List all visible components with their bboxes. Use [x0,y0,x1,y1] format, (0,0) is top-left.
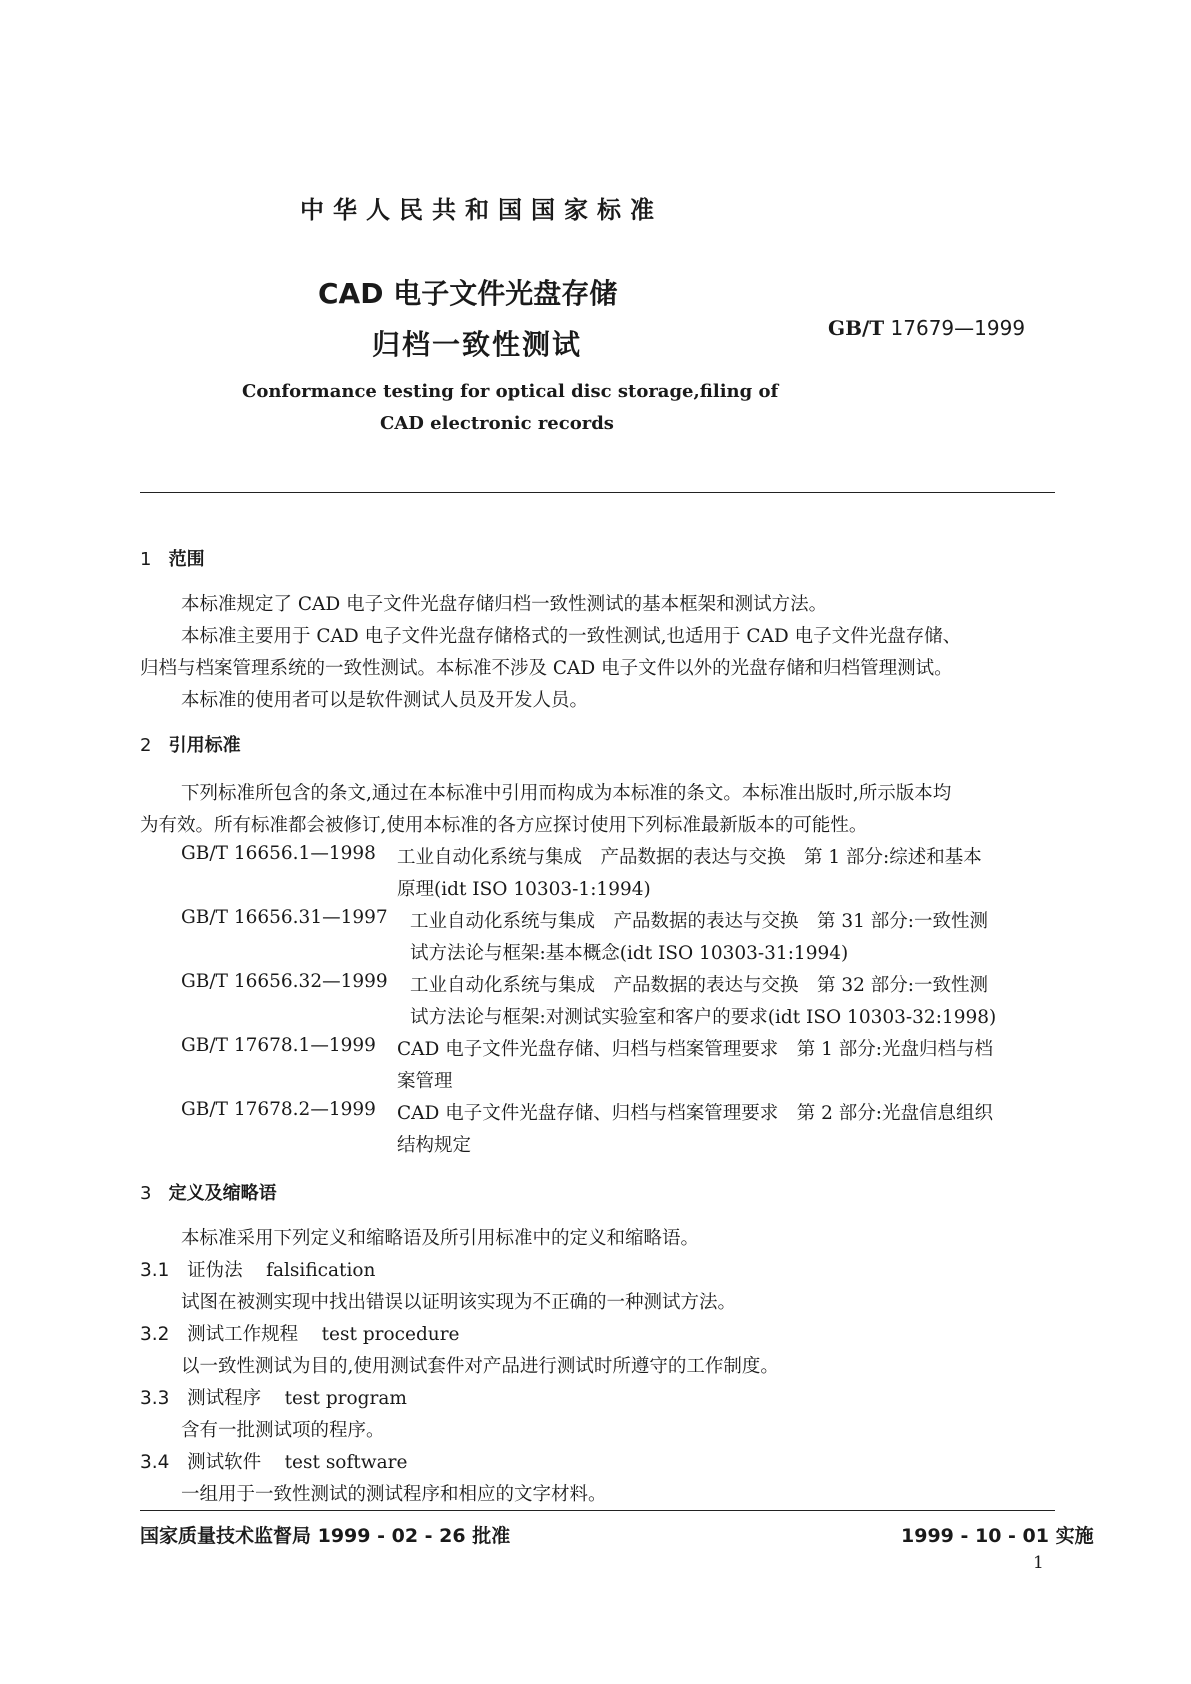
reference-code: GB/T 16656.1—1998 [181,843,376,864]
section-1-heading [140,545,205,571]
english-title-line1: Conformance testing for optical disc storage,filing of [242,381,779,402]
reference-title-line1: 工业自动化系统与集成 产品数据的表达与交换 第 31 部分:一致性测 [410,911,989,932]
section-2-intro-line2: 为有效。所有标准都会被修订,使用本标准的各方应探讨使用下列标准最新版本的可能性。 [140,815,868,836]
reference-title-line1: CAD 电子文件光盘存储、归档与档案管理要求 第 2 部分:光盘信息组织 [397,1103,993,1124]
reference-code: GB/T 17678.2—1999 [181,1099,376,1120]
document-title-line2: 归档一致性测试 [372,328,583,361]
section-2-number: 2 [140,735,152,756]
definition-number: 3.4 [140,1452,170,1473]
section-3-intro: 本标准采用下列定义和缩略语及所引用标准中的定义和缩略语。 [181,1228,700,1249]
standard-number [828,316,1025,340]
definition-number: 3.3 [140,1388,170,1409]
definition-number: 3.1 [140,1260,170,1281]
section-1-para3: 本标准的使用者可以是软件测试人员及开发人员。 [181,690,589,711]
section-3-number: 3 [140,1183,152,1204]
reference-title-line2: 试方法论与框架:基本概念(idt ISO 10303-31:1994) [410,943,849,964]
section-1-para1: 本标准规定了 CAD 电子文件光盘存储归档一致性测试的基本框架和测试方法。 [181,594,828,615]
section-1-title: 范围 [168,549,205,570]
section-1-number: 1 [140,549,152,570]
reference-title-line1: CAD 电子文件光盘存储、归档与档案管理要求 第 1 部分:光盘归档与档 [397,1039,993,1060]
section-1-para2-line2: 归档与档案管理系统的一致性测试。本标准不涉及 CAD 电子文件以外的光盘存储和归档管理测试。 [140,658,953,679]
section-1-para2-line1: 本标准主要用于 CAD 电子文件光盘存储格式的一致性测试,也适用于 CAD 电子文件光盘存储、 [181,626,962,647]
reference-code: GB/T 17678.1—1999 [181,1035,376,1056]
section-2-intro-line1: 下列标准所包含的条文,通过在本标准中引用而构成为本标准的条文。本标准出版时,所示版本均 [181,783,952,804]
definition-text: 以一致性测试为目的,使用测试套件对产品进行测试时所遵守的工作制度。 [181,1356,779,1377]
definition-text: 一组用于一致性测试的测试程序和相应的文字材料。 [181,1484,607,1505]
section-3-title: 定义及缩略语 [168,1183,277,1204]
definition-term: 测试软件 [187,1452,262,1473]
reference-title-line1: 工业自动化系统与集成 产品数据的表达与交换 第 1 部分:综述和基本 [397,847,982,868]
document-title-line1: CAD 电子文件光盘存储 [318,277,618,310]
definition-term: 测试工作规程 [187,1324,299,1345]
page-number: 1 [1033,1553,1044,1573]
definition-heading [140,1448,407,1474]
section-3-heading [140,1179,277,1205]
definition-english: test software [284,1452,408,1473]
definition-text: 试图在被测实现中找出错误以证明该实现为不正确的一种测试方法。 [181,1292,737,1313]
reference-title-line2: 案管理 [397,1071,453,1092]
standard-number-value: 17679—1999 [884,316,1026,340]
standard-prefix: GB/T [828,316,885,340]
footer-divider [140,1510,1055,1511]
english-title-line2: CAD electronic records [380,413,614,434]
national-standard-heading: 中华人民共和国国家标准 [300,196,663,224]
definition-number: 3.2 [140,1324,170,1345]
reference-title-line1: 工业自动化系统与集成 产品数据的表达与交换 第 32 部分:一致性测 [410,975,989,996]
definition-english: test procedure [321,1324,460,1345]
reference-title-line2: 结构规定 [397,1135,472,1156]
reference-title-line2: 原理(idt ISO 10303-1:1994) [397,879,651,900]
reference-code: GB/T 16656.31—1997 [181,907,388,928]
definition-heading [140,1384,407,1410]
definition-english: falsification [266,1260,376,1281]
reference-code: GB/T 16656.32—1999 [181,971,388,992]
definition-term: 测试程序 [187,1388,262,1409]
approval-date: 国家质量技术监督局 1999 - 02 - 26 批准 [140,1525,511,1547]
definition-heading [140,1320,460,1346]
section-2-title: 引用标准 [168,735,241,756]
definition-english: test program [284,1388,407,1409]
definition-text: 含有一批测试项的程序。 [181,1420,385,1441]
definition-heading [140,1256,375,1282]
header-divider [140,492,1055,493]
reference-title-line2: 试方法论与框架:对测试实验室和客户的要求(idt ISO 10303-32:1998) [410,1007,997,1028]
definition-term: 证伪法 [187,1260,243,1281]
section-2-heading [140,731,241,757]
implementation-date: 1999 - 10 - 01 实施 [901,1525,1094,1547]
